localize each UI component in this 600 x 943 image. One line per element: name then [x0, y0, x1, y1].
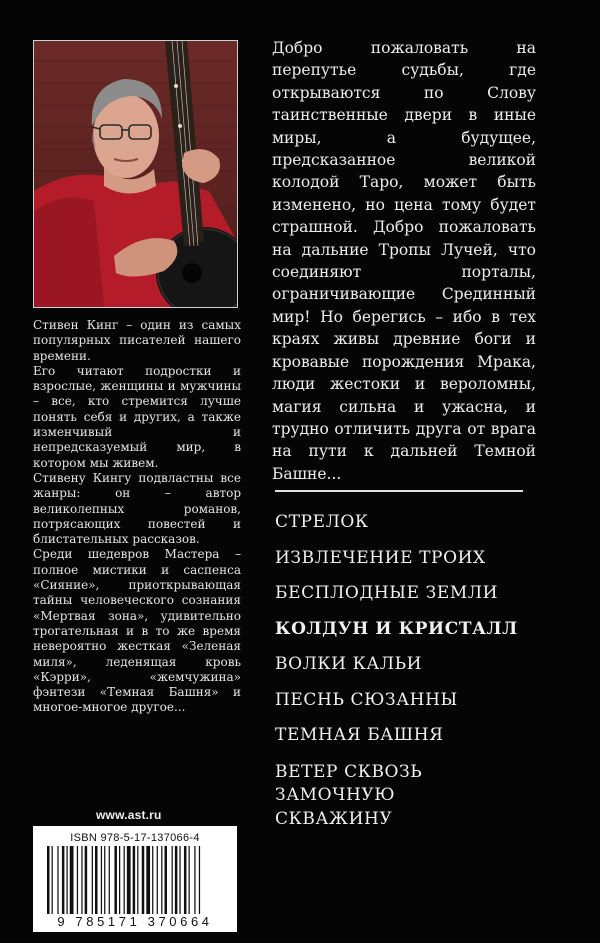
- synopsis: [272, 37, 536, 485]
- bio-paragraph: Его читают подростки и взрослые, женщины и мужчины – все, кто стремится лучше понять себя и других, а также изменчивый и непредсказуемый мир, в котором мы живем.: [33, 363, 241, 470]
- isbn-label: ISBN 978-5-17-137066-4: [70, 832, 200, 844]
- book-title-highlighted: КОЛДУН И КРИСТАЛЛ: [275, 618, 518, 639]
- bio-paragraph: Среди шедевров Мастера – полное мистики и саспенса «Сияние», приоткрывающая тайны человеческого сознания «Мертвая зона», удивительно трогательная и в то же время невероятно жесткая «Зеленая миля», леденящая кровь «Кэрри», «жемчужина» фэнтези «Темная Башня» и многое-многое другое...: [33, 547, 241, 715]
- book-title: ВЕТЕР СКВОЗЬ ЗАМОЧНУЮ СКВАЖИНУ: [275, 761, 423, 829]
- author-photo: [33, 40, 238, 308]
- barcode-icon: [47, 846, 223, 914]
- author-bio: [33, 318, 241, 716]
- book-series-list: [275, 512, 575, 846]
- publisher-website: www.ast.ru: [96, 808, 162, 822]
- synopsis-text: Добро пожаловать на перепутье судьбы, где открываются по Слову таинственные двери в иные миры, а будущее, предсказанное великой колодой Таро, может быть изменено, но цена тому будет страшной. Добро пожаловать на дальние Тропы Лучей, что соединяют порталы, ограничивающие Срединный мир! Но берегись – ибо в тех краях живы древние боги и кровавые порождения Мрака, люди жестоки и вероломны, магия сильна и ужасна, и трудно отличить друга от врага на пути к дальней Темной Башне...: [272, 39, 536, 483]
- book-title: ТЕМНАЯ БАШНЯ: [275, 725, 444, 745]
- bio-paragraph: Стивен Кинг – один из самых популярных писателей нашего времени.: [33, 318, 241, 363]
- book-title: СТРЕЛОК: [275, 512, 369, 532]
- book-title: ПЕСНЬ СЮЗАННЫ: [275, 689, 458, 710]
- barcode-block: [33, 826, 237, 932]
- book-title: ИЗВЛЕЧЕНИЕ ТРОИХ: [275, 547, 486, 568]
- book-title: ВОЛКИ КАЛЬИ: [275, 654, 423, 674]
- divider: [275, 490, 523, 492]
- bio-paragraph: Стивену Кингу подвластны все жанры: он – автор великолепных романов, потрясающих повестей и блистательных рассказов.: [33, 470, 241, 547]
- book-title: БЕСПЛОДНЫЕ ЗЕМЛИ: [275, 583, 499, 603]
- barcode-digits: 9 785171 370664: [57, 914, 213, 929]
